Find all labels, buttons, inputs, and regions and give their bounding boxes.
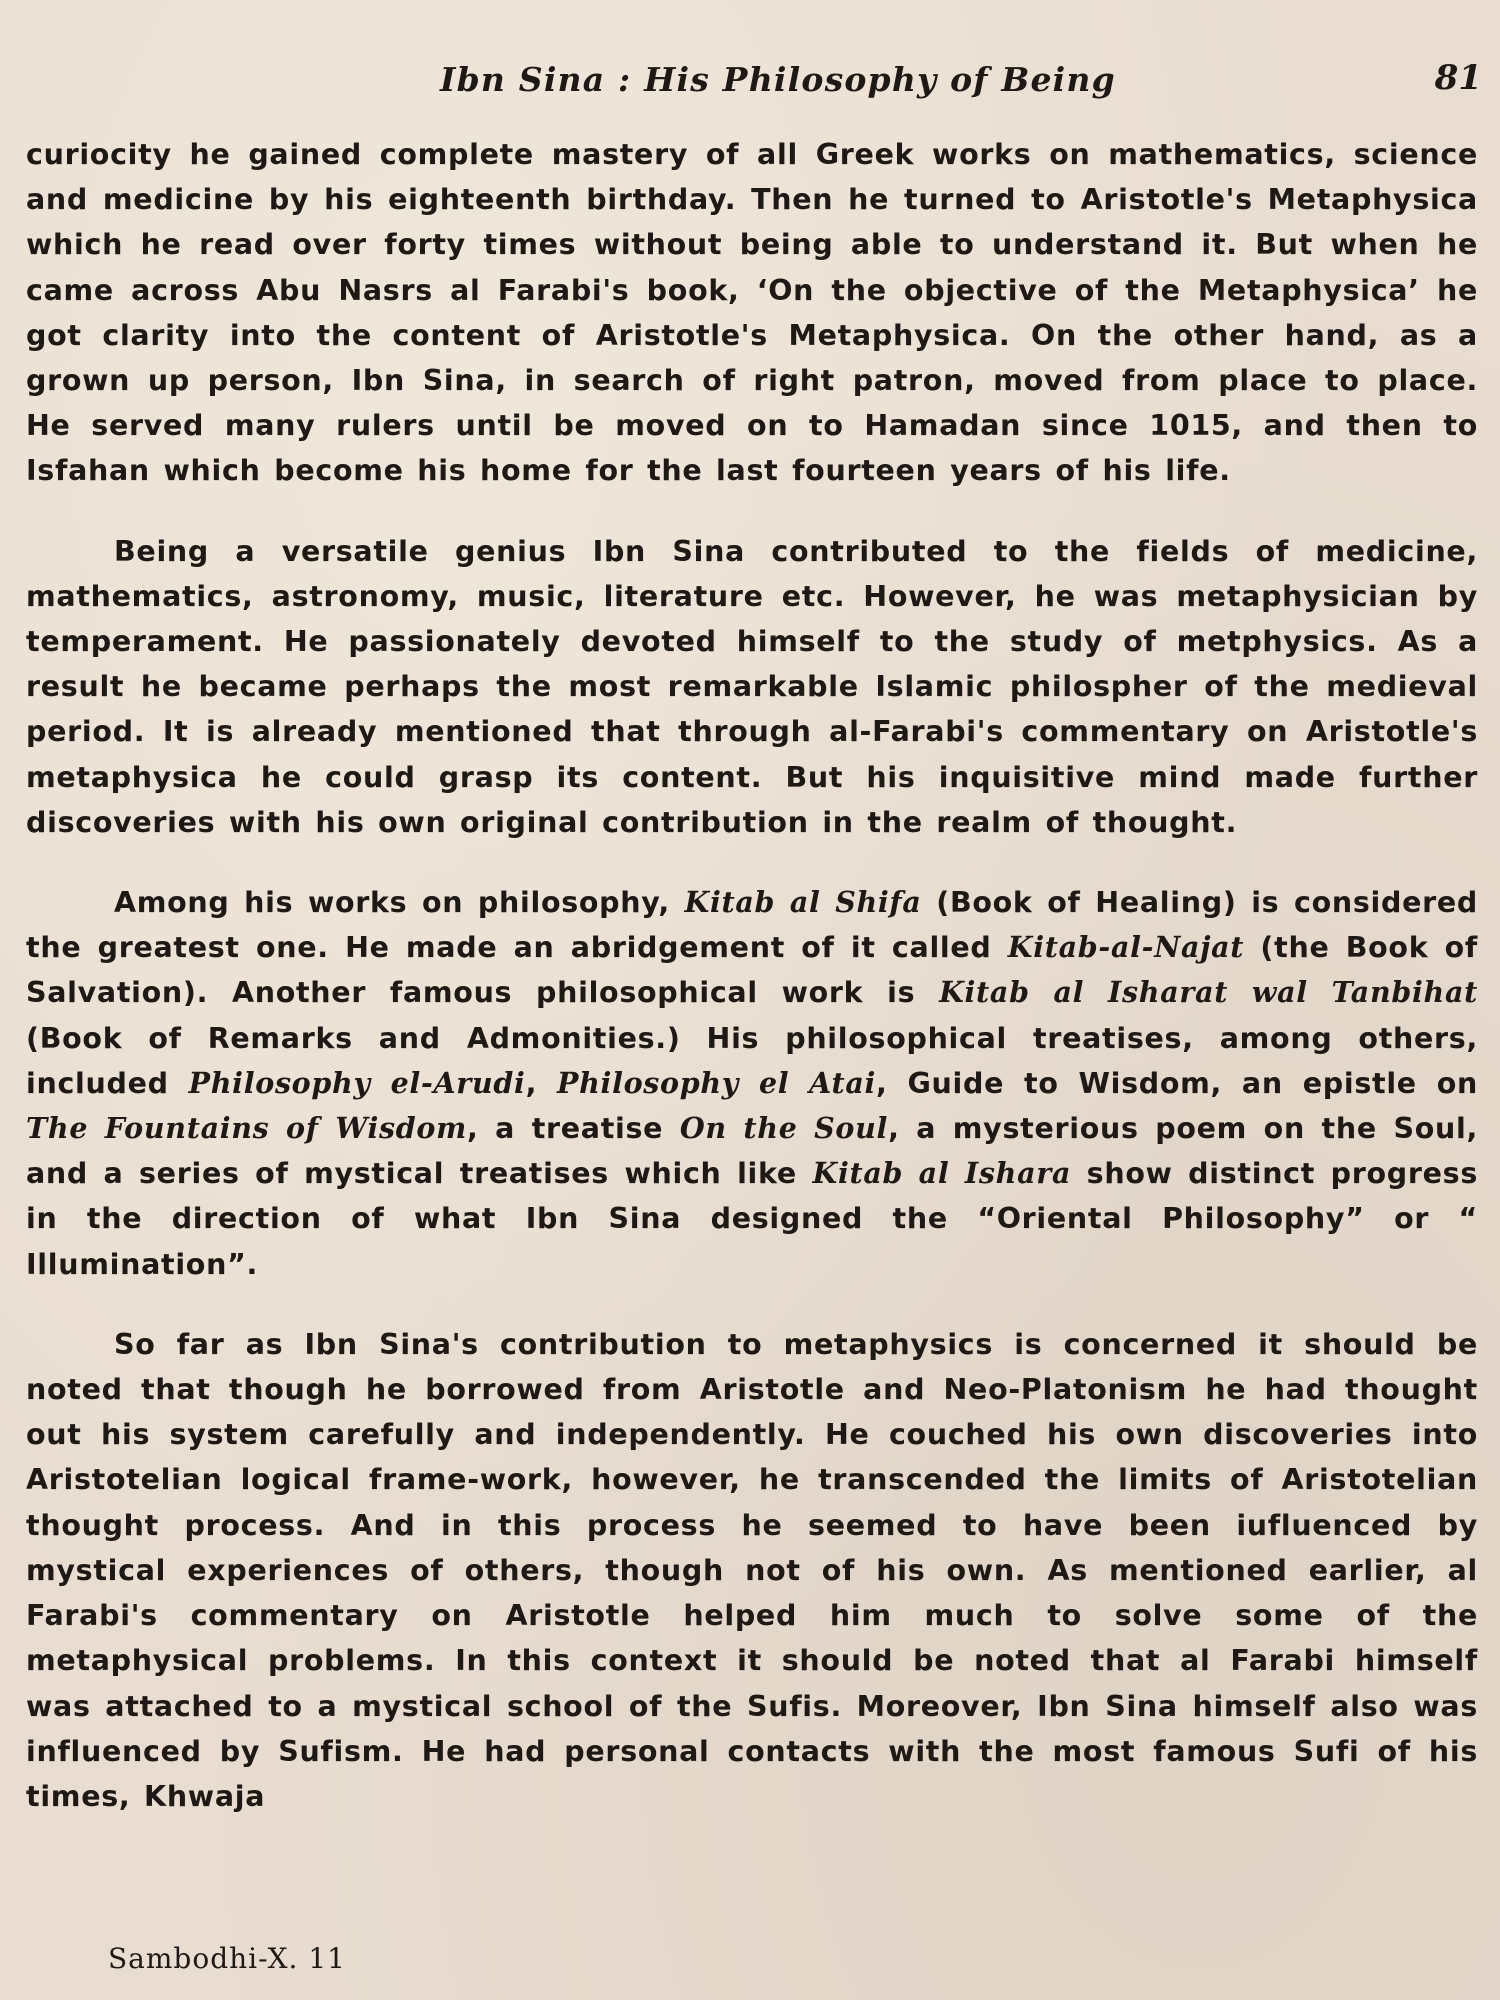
book-title-philosophy-el-arudi: Philosophy el-Arudi bbox=[188, 1065, 526, 1100]
book-title-kitab-al-najat: Kitab-al-Najat bbox=[1007, 930, 1245, 965]
book-title-kitab-al-shifa: Kitab al Shifa bbox=[684, 885, 922, 920]
body-text bbox=[26, 132, 1478, 1854]
book-title-kitab-al-ishara: Kitab al Ishara bbox=[812, 1156, 1072, 1191]
page-number: 81 bbox=[1434, 58, 1482, 98]
text-span: , Guide to Wisdom, an epistle on bbox=[876, 1066, 1478, 1100]
book-title-kitab-al-isharat: Kitab al Isharat wal Tanbihat bbox=[939, 975, 1478, 1010]
paragraph-1: curiocity he gained complete mastery of all Greek works on mathematics, science and medicine by his eighteenth birthday. Then he turned to Aristotle's Metaphysica which he read over forty times without being able to understand it. But when he came across Abu Nasrs al Farabi's book, ‘On the objective of the Metaphysica’ he got clarity into the content of Aristotle's Metaphysica. On the other hand, as a grown up person, Ibn Sina, in search of right patron, moved from place to place. He served many rulers until be moved on to Hamadan since 1015, and then to Isfahan which become his home for the last fourteen years of his life. bbox=[26, 138, 1478, 488]
text-span: show distinct progress in the direction of what Ibn Sina designed the “Oriental Philosophy” or “ Illumination”. bbox=[26, 1157, 1478, 1281]
page-title: Ibn Sina : His Philosophy of Being bbox=[440, 60, 1116, 99]
running-head bbox=[0, 56, 1500, 102]
paragraph-2: Being a versatile genius Ibn Sina contributed to the fields of medicine, mathematics, astronomy, music, literature etc. However, he was metaphysician by temperament. He passionately devoted himself to the study of metphysics. As a result he became perhaps the most remarkable Islamic philospher of the medieval period. It is already mentioned that through al-Farabi's commentary on Aristotle's metaphysica he could grasp its content. But his inquisitive mind made further discoveries with his own original contribution in the realm of thought. bbox=[26, 534, 1478, 839]
text-span: (Book of Healing) is considered the greatest one. He made an abridgement of it called bbox=[26, 886, 1479, 965]
text-span: , a mysterious poem on the Soul, and a series of mystical treatises which like bbox=[26, 1112, 1479, 1191]
text-span: (the Book of Salvation). Another famous philosophical work is bbox=[26, 931, 1478, 1010]
text-span: (Book of Remarks and Admonities.) His philosophical treatises, among others, included bbox=[26, 1021, 1478, 1100]
text-span: , a treatise bbox=[467, 1112, 680, 1146]
text-span: Among his works on philosophy, bbox=[114, 886, 685, 920]
book-title-fountains-of-wisdom: The Fountains of Wisdom bbox=[26, 1111, 467, 1146]
text-span: , bbox=[525, 1066, 557, 1100]
paragraph-3 bbox=[26, 880, 1478, 1287]
paragraph-4: So far as Ibn Sina's contribution to metaphysics is concerned it should be noted that though he borrowed from Aristotle and Neo-Platonism he had thought out his system carefully and independently. He couched his own discoveries into Aristotelian logical frame-work, however, he transcended the limits of Aristotelian thought process. And in this process he seemed to have been iufluenced by mystical experiences of others, though not of his own. As mentioned earlier, al Farabi's commentary on Aristotle helped him much to solve some of the metaphysical problems. In this context it should be noted that al Farabi himself was attached to a mystical school of the Sufis. Moreover, Ibn Sina himself also was influenced by Sufism. He had personal contacts with the most famous Sufi of his times, Khwaja bbox=[26, 1327, 1478, 1813]
book-title-on-the-soul: On the Soul bbox=[679, 1111, 889, 1146]
book-title-philosophy-el-atai: Philosophy el Atai bbox=[556, 1065, 877, 1100]
footer-signature: Sambodhi-X. 11 bbox=[108, 1942, 346, 1975]
